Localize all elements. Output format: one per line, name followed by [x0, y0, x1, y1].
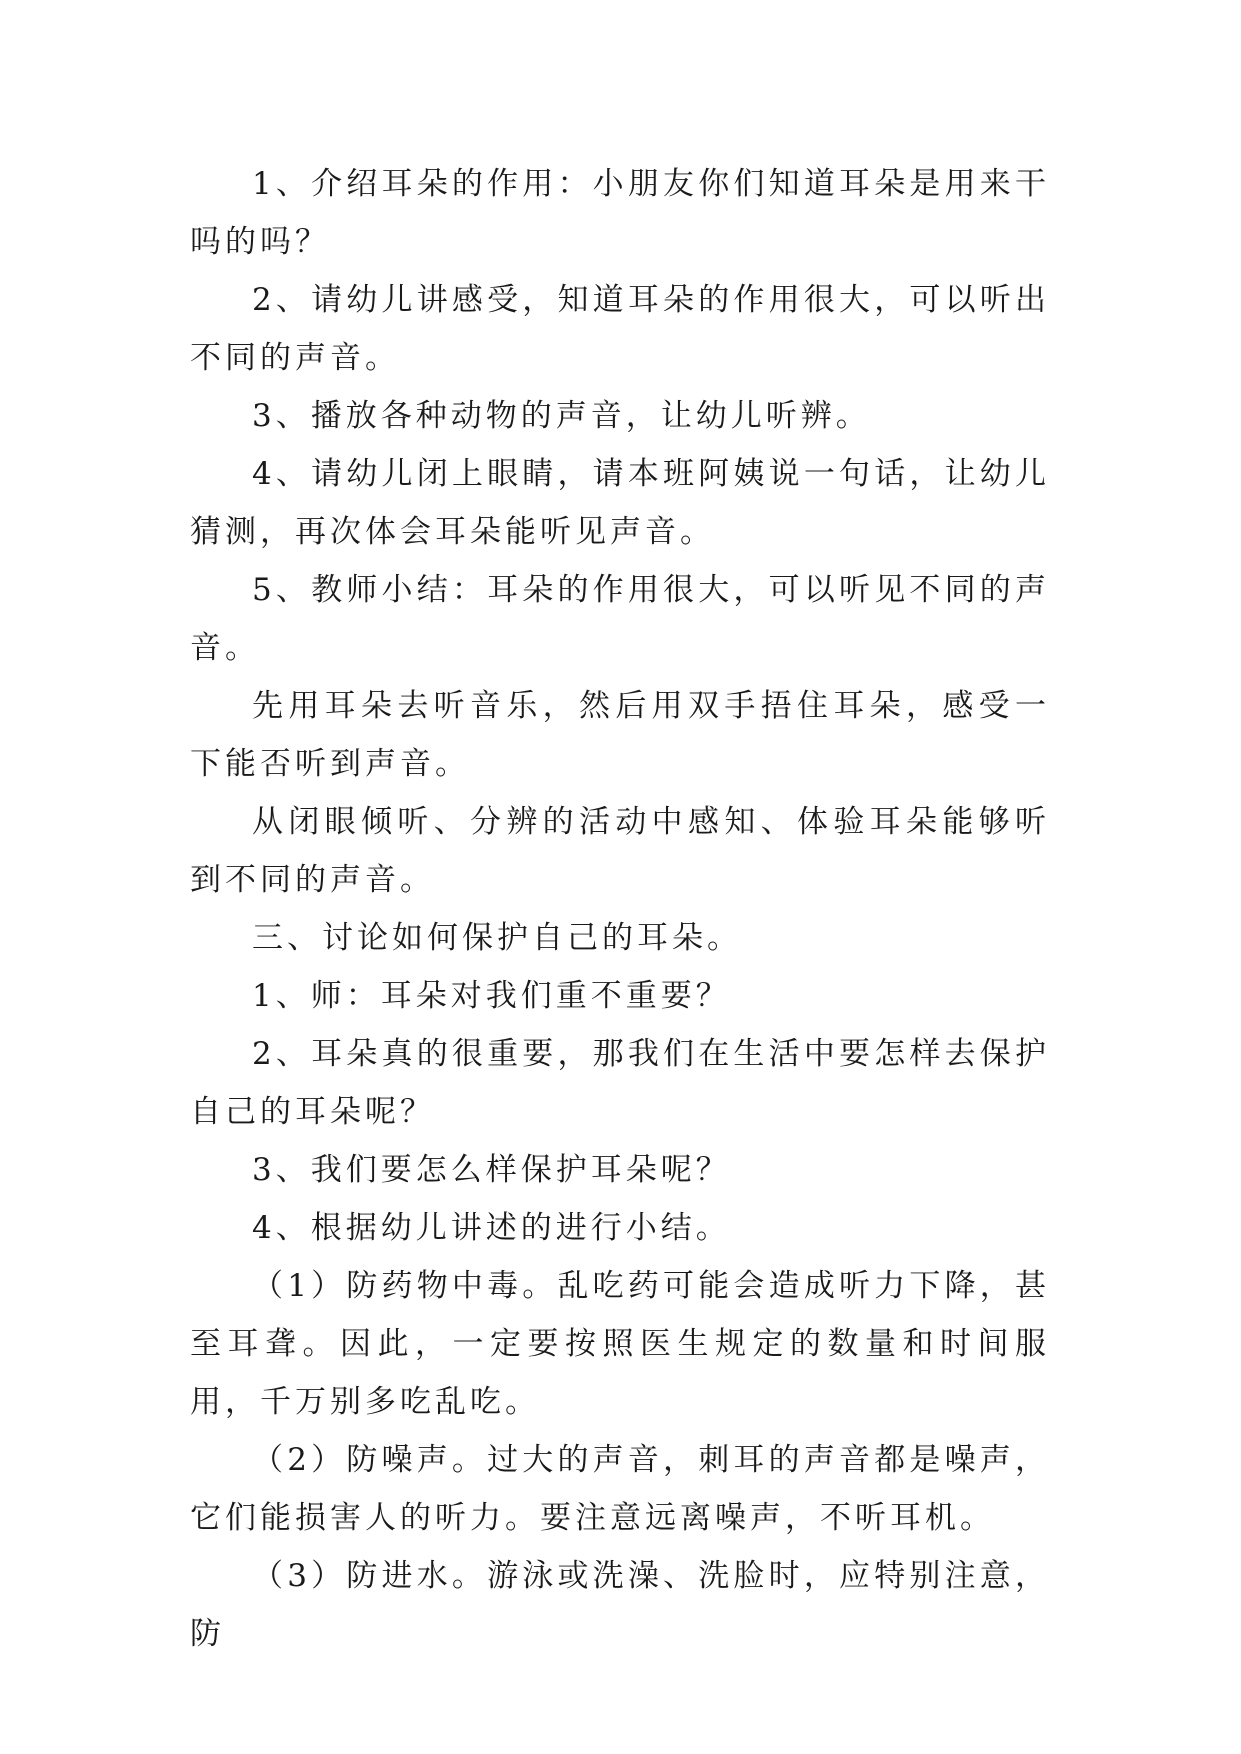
paragraph-water-entry: （3）防进水。游泳或洗澡、洗脸时，应特别注意，防 [190, 1558, 1050, 1652]
paragraph-protect-question: 3、我们要怎么样保护耳朵呢？ [252, 1152, 731, 1188]
paragraph-teacher-summary: 5、教师小结：耳朵的作用很大，可以听见不同的声音。 [190, 572, 1050, 666]
paragraph-noise: （2）防噪声。过大的声音，刺耳的声音都是噪声，它们能损害人的听力。要注意远离噪声，不听耳机。 [190, 1442, 1050, 1536]
paragraph-perceive-sounds: 从闭眼倾听、分辨的活动中感知、体验耳朵能够听到不同的声音。 [190, 804, 1050, 898]
paragraph-how-to-protect: 2、耳朵真的很重要，那我们在生活中要怎样去保护自己的耳朵呢？ [190, 1036, 1050, 1130]
paragraph-children-feelings: 2、请幼儿讲感受，知道耳朵的作用很大，可以听出不同的声音。 [190, 282, 1050, 376]
paragraph-eyes-closed-guess: 4、请幼儿闭上眼睛，请本班阿姨说一句话，让幼儿猜测，再次体会耳朵能听见声音。 [190, 456, 1050, 550]
paragraph-ear-function: 1、介绍耳朵的作用：小朋友你们知道耳朵是用来干吗的吗？ [190, 166, 1050, 260]
paragraph-listen-music: 先用耳朵去听音乐，然后用双手捂住耳朵，感受一下能否听到声音。 [190, 688, 1050, 782]
section-heading-protect-ears: 三、讨论如何保护自己的耳朵。 [252, 920, 742, 956]
document-body [190, 155, 1050, 1663]
paragraph-animal-sounds: 3、播放各种动物的声音，让幼儿听辨。 [252, 398, 871, 434]
paragraph-medicine-poisoning: （1）防药物中毒。乱吃药可能会造成听力下降，甚至耳聋。因此，一定要按照医生规定的数量和时间服用，千万别多吃乱吃。 [190, 1268, 1050, 1420]
paragraph-summary-step: 4、根据幼儿讲述的进行小结。 [252, 1210, 731, 1246]
paragraph-teacher-question: 1、师：耳朵对我们重不重要？ [252, 978, 731, 1014]
